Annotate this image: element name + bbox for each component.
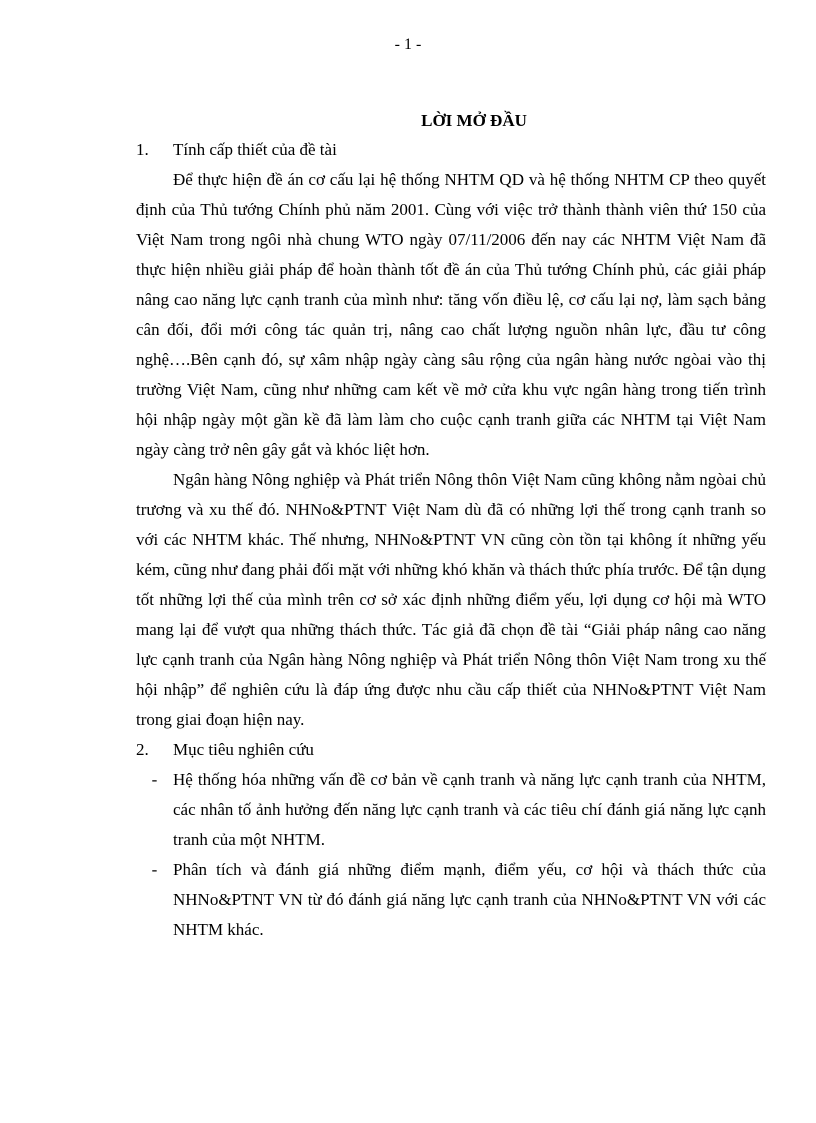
document-body	[136, 106, 766, 945]
paragraph: Để thực hiện đề án cơ cấu lại hệ thống NHTM QD và hệ thống NHTM CP theo quyết định của Thủ tướng Chính phủ năm 2001. Cùng với việc trở thành thành viên thứ 150 của Việt Nam trong ngôi nhà chung WTO ngày 07/11/2006 đến nay các NHTM Việt Nam đã thực hiện nhiều giải pháp để hoàn thành tốt đề án của Thủ tướng Chính phủ, các giải pháp nâng cao năng lực cạnh tranh của mình như: tăng vốn điều lệ, cơ cấu lại nợ, làm sạch bảng cân đối, đổi mới công tác quản trị, nâng cao chất lượng nguồn nhân lực, đầu tư công nghệ….Bên cạnh đó, sự xâm nhập ngày càng sâu rộng của ngân hàng nước ngòai vào thị trường Việt Nam, cũng như những cam kết về mở cửa khu vực ngân hàng trong tiến trình hội nhập ngày một gần kề đã làm làm cho cuộc cạnh tranh giữa các NHTM tại Việt Nam ngày càng trở nên gây gắt và khóc liệt hơn.	[136, 170, 766, 459]
section-heading-1	[136, 135, 766, 165]
paragraph: Ngân hàng Nông nghiệp và Phát triển Nông thôn Việt Nam cũng không nằm ngòai chủ trương và xu thế đó. NHNo&PTNT Việt Nam dù đã có những lợi thế trong cạnh tranh so với các NHTM khác. Thế nhưng, NHNo&PTNT VN cũng còn tồn tại không ít những yếu kém, cũng như đang phải đối mặt với những khó khăn và thách thức phía trước. Để tận dụng tốt những lợi thế của mình trên cơ sở xác định những điểm yếu, lợi dụng cơ hội mà WTO mang lại để vượt qua những thách thức. Tác giả đã chọn đề tài “Giải pháp nâng cao năng lực cạnh tranh của Ngân hàng Nông nghiệp và Phát triển Nông thôn Việt Nam trong xu thế hội nhập” để nghiên cứu là đáp ứng được nhu cầu cấp thiết của NHNo&PTNT Việt Nam trong giai đoạn hiện nay.	[136, 470, 766, 729]
section-number: 1.	[136, 140, 149, 159]
list-item-text: Hệ thống hóa những vấn đề cơ bản về cạnh tranh và năng lực cạnh tranh của NHTM, các nhân tố ảnh hưởng đến năng lực cạnh tranh và các tiêu chí đánh giá năng lực cạnh tranh của một NHTM.	[173, 770, 766, 849]
section-heading-text: Tính cấp thiết của đề tài	[173, 140, 337, 159]
list-item	[136, 765, 766, 855]
section-heading-2	[136, 735, 766, 765]
page-number: - 1 -	[394, 36, 422, 53]
bullet-marker: -	[151, 770, 158, 789]
list-item-text: Phân tích và đánh giá những điểm mạnh, điểm yếu, cơ hội và thách thức của NHNo&PTNT VN từ đó đánh giá năng lực cạnh tranh của NHNo&PTNT VN với các NHTM khác.	[173, 860, 766, 939]
list-item	[136, 855, 766, 945]
page-title: LỜI MỞ ĐẦU	[421, 111, 527, 130]
bullet-marker: -	[151, 860, 158, 879]
section-heading-text: Mục tiêu nghiên cứu	[173, 740, 314, 759]
section-number: 2.	[136, 740, 149, 759]
